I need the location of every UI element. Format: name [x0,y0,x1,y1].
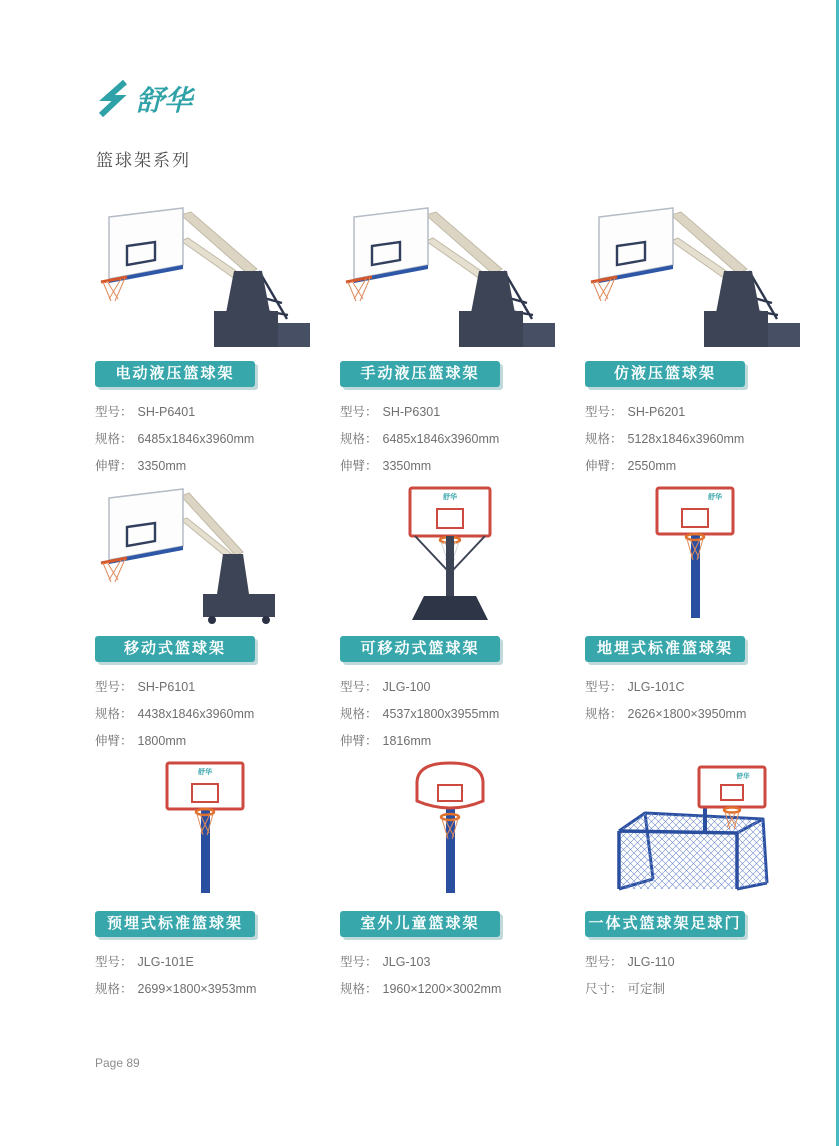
spec-label: 规格： [95,707,133,721]
product-card [95,480,340,755]
spec-label: 型号： [585,680,623,694]
product-image [340,480,560,630]
spec-value: 3350mm [137,459,187,473]
product-specs [585,674,830,728]
page-number: Page 89 [95,1056,140,1070]
product-specs [95,399,340,480]
spec-value: SH-P6401 [137,405,196,419]
lightning-bolt-icon [101,82,125,115]
spec-label: 伸臂： [340,734,378,748]
product-image [585,205,805,355]
product-card [340,205,585,480]
spec-value: JLG-100 [382,680,431,694]
inground-stand-illustration [95,755,315,905]
spec-label: 尺寸： [585,982,623,996]
spec-value: 2626×1800×3950mm [627,707,747,721]
product-name-button[interactable]: 可移动式篮球架 [340,636,500,662]
product-image [340,205,560,355]
spec-label: 伸臂： [340,459,378,473]
board-logo: 舒华 [708,494,722,501]
product-grid [95,205,830,1030]
spec-value: JLG-103 [382,955,431,969]
product-specs [95,949,340,1003]
spec-value: 1800mm [137,734,187,748]
product-card [585,480,830,755]
spec-label: 规格： [95,432,133,446]
spec-label: 规格： [340,432,378,446]
spec-label: 型号： [95,405,133,419]
spec-label: 伸臂： [585,459,623,473]
hoop-soccer-combo-illustration [585,755,805,905]
product-card [95,205,340,480]
hydraulic-stand-illustration [340,205,560,355]
spec-label: 型号： [340,955,378,969]
product-name-button[interactable]: 地埋式标准篮球架 [585,636,745,662]
product-card [585,755,830,1030]
spec-value: SH-P6201 [627,405,686,419]
spec-label: 型号： [585,955,623,969]
spec-value: 1816mm [382,734,432,748]
spec-label: 型号： [95,955,133,969]
spec-label: 规格： [95,982,133,996]
product-card [340,480,585,755]
spec-value: 4537x1800x3955mm [382,707,500,721]
product-card [585,205,830,480]
product-specs [340,949,585,1003]
spec-label: 伸臂： [95,734,133,748]
hydraulic-stand-illustration [95,205,315,355]
product-name-button[interactable]: 仿液压篮球架 [585,361,745,387]
product-name-button[interactable]: 移动式篮球架 [95,636,255,662]
product-specs [340,399,585,480]
spec-value: 6485x1846x3960mm [382,432,500,446]
spec-label: 规格： [585,432,623,446]
spec-value: 4438x1846x3960mm [137,707,255,721]
hydraulic-stand-illustration [585,205,805,355]
spec-label: 伸臂： [95,459,133,473]
product-specs [585,949,830,1003]
spec-value: 2699×1800×3953mm [137,982,257,996]
product-card [340,755,585,1030]
product-specs [585,399,830,480]
spec-value: 2550mm [627,459,677,473]
spec-label: 型号： [340,680,378,694]
spec-label: 型号： [95,680,133,694]
spec-value: 6485x1846x3960mm [137,432,255,446]
product-name-button[interactable]: 手动液压篮球架 [340,361,500,387]
board-logo: 舒华 [443,494,457,501]
spec-label: 规格： [585,707,623,721]
product-image [95,205,315,355]
spec-label: 规格： [340,982,378,996]
spec-value: SH-P6301 [382,405,441,419]
product-image [340,755,560,905]
product-name-button[interactable]: 室外儿童篮球架 [340,911,500,937]
spec-label: 型号： [340,405,378,419]
board-logo: 舒华 [736,773,750,780]
product-name-button[interactable]: 预埋式标准篮球架 [95,911,255,937]
spec-value: JLG-101C [627,680,685,694]
spec-value: 1960×1200×3002mm [382,982,502,996]
product-image [585,480,805,630]
portable-stand-illustration [340,480,560,630]
spec-value: JLG-110 [627,955,675,969]
brand-logo [94,78,264,120]
product-image [95,480,315,630]
product-name-button[interactable]: 电动液压篮球架 [95,361,255,387]
spec-value: 5128x1846x3960mm [627,432,745,446]
spec-value: JLG-101E [137,955,194,969]
product-image [95,755,315,905]
board-logo: 舒华 [198,769,212,776]
product-card [95,755,340,1030]
mobile-stand-illustration [95,480,315,630]
spec-value: 3350mm [382,459,432,473]
spec-value: 可定制 [627,982,666,996]
inground-stand-illustration [585,480,805,630]
product-specs [95,674,340,755]
product-image [585,755,805,905]
spec-label: 规格： [340,707,378,721]
page-title: 篮球架系列 [96,151,191,170]
product-specs [340,674,585,755]
kids-stand-illustration [340,755,560,905]
brand-text: 舒华 [136,85,193,116]
product-name-button[interactable]: 一体式篮球架足球门 [585,911,745,937]
spec-value: SH-P6101 [137,680,196,694]
spec-label: 型号： [585,405,623,419]
